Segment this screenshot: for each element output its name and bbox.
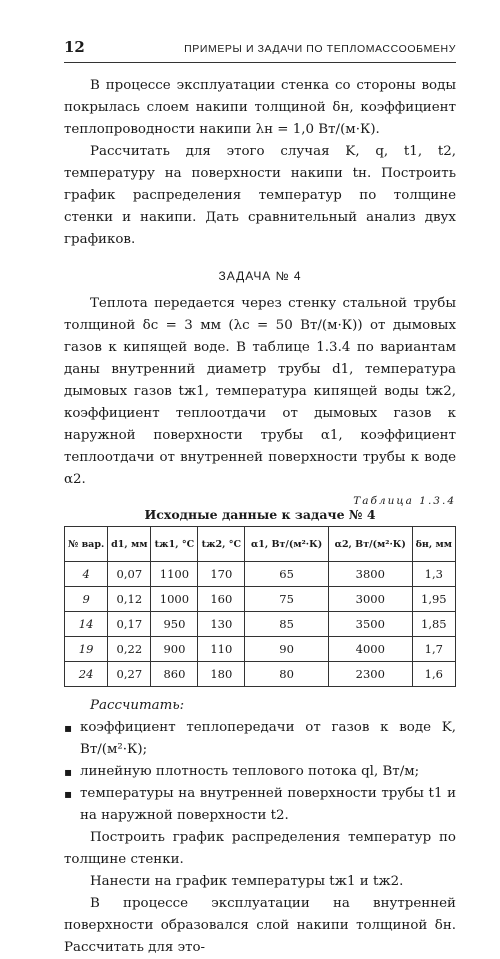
table-row: [65, 662, 456, 687]
table-cell: 14: [65, 612, 108, 637]
table-cell: 110: [198, 637, 245, 662]
table-cell: 4000: [328, 637, 412, 662]
table-cell: 1,3: [412, 562, 455, 587]
table-cell: 1,85: [412, 612, 455, 637]
table-title: Исходные данные к задаче № 4: [144, 507, 376, 522]
table-cell: 3000: [328, 587, 412, 612]
table-row: [65, 587, 456, 612]
table-cell: 85: [245, 612, 329, 637]
page-number: 12: [64, 38, 85, 56]
table-cell: 900: [151, 637, 198, 662]
intro-paragraph-2: Рассчитать для этого случая K, q, t1, t2, температуру на поверхности накипи tн. Построить график распределения температур по толщине стенки и накипи. Дать сравнительный анализ двух графиков.: [64, 144, 456, 247]
column-header: tж1, °С: [151, 527, 198, 562]
task-text: Теплота передается через стенку стальной трубы толщиной δс = 3 мм (λс = 50 Вт/(м·К)) от дымовых газов к кипящей воде. В таблице 1.3.4 по вариантам даны внутренний диаметр трубы d1, температура дымовых газов tж1, температура кипящей воды tж2, коэффициент теплоотдачи от дымовых газов к наружной поверхности трубы α1, коэффициент теплоотдачи от внутренней поверхности трубы к воде α2.: [64, 296, 456, 487]
column-header: № вар.: [65, 527, 108, 562]
list-item: ▪ температуры на внутренней поверхности трубы t1 и на наружной поверхности t2.: [64, 783, 456, 827]
table-cell: 75: [245, 587, 329, 612]
table-row: [65, 637, 456, 662]
table-row: [65, 612, 456, 637]
table-cell: 1100: [151, 562, 198, 587]
table-cell: 860: [151, 662, 198, 687]
list-item: ▪ линейную плотность теплового потока ql, Вт/м;: [64, 761, 456, 783]
table-cell: 2300: [328, 662, 412, 687]
table-cell: 160: [198, 587, 245, 612]
table-cell: 65: [245, 562, 329, 587]
column-header: δн, мм: [412, 527, 455, 562]
table-cell: 19: [65, 637, 108, 662]
task-title: ЗАДАЧА № 4: [218, 269, 302, 283]
table-cell: 1,7: [412, 637, 455, 662]
table-cell: 950: [151, 612, 198, 637]
table-cell: 0,12: [108, 587, 151, 612]
table-cell: 0,17: [108, 612, 151, 637]
page-header: [64, 38, 456, 63]
table-cell: 80: [245, 662, 329, 687]
table-cell: 3800: [328, 562, 412, 587]
column-header: d1, мм: [108, 527, 151, 562]
data-table: [64, 526, 456, 687]
calc-list: [64, 717, 456, 827]
table-cell: 0,07: [108, 562, 151, 587]
outro-paragraph-3: В процессе эксплуатации на внутренней поверхности образовался слой накипи толщиной δн. Рассчитать для это-: [64, 896, 456, 955]
column-header: tж2, °С: [198, 527, 245, 562]
table-row: [65, 562, 456, 587]
table-cell: 90: [245, 637, 329, 662]
intro-paragraph-1: В процессе эксплуатации стенка со стороны воды покрылась слоем накипи толщиной δн, коэффициент теплопроводности накипи λн = 1,0 Вт/(м·К).: [64, 78, 456, 137]
table-cell: 180: [198, 662, 245, 687]
table-cell: 1,6: [412, 662, 455, 687]
table-cell: 1000: [151, 587, 198, 612]
table-cell: 170: [198, 562, 245, 587]
table-cell: 9: [65, 587, 108, 612]
table-cell: 3500: [328, 612, 412, 637]
table-cell: 4: [65, 562, 108, 587]
outro-paragraph-2: Нанести на график температуры tж1 и tж2.: [90, 874, 404, 889]
table-caption: Таблица 1.3.4: [353, 495, 456, 507]
column-header: α1, Вт/(м²·К): [245, 527, 329, 562]
table-cell: 0,27: [108, 662, 151, 687]
table-cell: 24: [65, 662, 108, 687]
table-header-row: [65, 527, 456, 562]
outro-paragraph-1: Построить график распределения температур по толщине стенки.: [64, 830, 456, 867]
list-item: ▪ коэффициент теплопередачи от газов к воде K, Вт/(м²·К);: [64, 717, 456, 761]
calc-label: Рассчитать:: [90, 698, 185, 713]
table-cell: 0,22: [108, 637, 151, 662]
running-title: ПРИМЕРЫ И ЗАДАЧИ ПО ТЕПЛОМАССООБМЕНУ: [184, 43, 456, 55]
table-cell: 1,95: [412, 587, 455, 612]
table-cell: 130: [198, 612, 245, 637]
column-header: α2, Вт/(м²·К): [328, 527, 412, 562]
